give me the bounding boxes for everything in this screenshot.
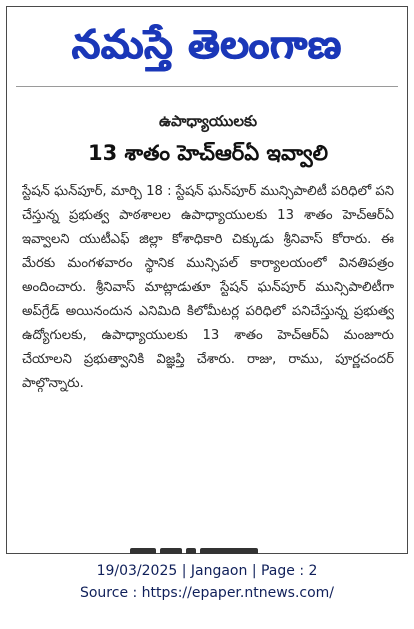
clipping-source: Source : https://epaper.ntnews.com/ xyxy=(79,585,335,601)
newspaper-masthead xyxy=(12,14,402,76)
next-article-fragment xyxy=(130,548,280,554)
clipping-footer xyxy=(0,560,414,604)
news-article xyxy=(22,110,394,550)
masthead-title: నమస్తే తెలంగాణ xyxy=(71,22,343,68)
article-body: స్టేషన్ ఘన్‌పూర్, మార్చి 18 : స్టేషన్ ఘన్‌పూర్ మున్సిపాలిటీ పరిధిలో పని చేస్తున్న ప్రభుత్వ పాఠశాలల ఉపాధ్యాయులకు 13 శాతం హెచ్‌ఆర్‌ఏ ఇవ్వాలని యుటీఎఫ్ జిల్లా కోశాధికారి చిక్కుడు శ్రీనివాస్ కోరారు. ఈ మేరకు మంగళవారం స్థానిక మున్సిపల్ కార్యాలయంలో వినతిపత్రం అందించారు. శ్రీనివాస్ మాట్లాడుతూ స్టేషన్ ఘన్‌పూర్ మున్సిపాలిటీగా అప్‌గ్రేడ్ అయినందున ఎనిమిది కిలోమీటర్ల పరిధిలో పనిచేస్తున్న ప్రభుత్వ ఉద్యోగులకు, ఉపాధ్యాయులకు 13 శాతం హెచ్‌ఆర్‌ఏ మంజూరు చేయాలని ప్రభుత్వానికి విజ్ఞప్తి చేశారు. రాజు, రాము, పూర్ణచందర్ పాల్గొన్నారు. xyxy=(22,184,394,391)
article-headline: 13 శాతం హెచ్‌ఆర్‌ఏ ఇవ్వాలి xyxy=(88,141,328,165)
clipping-meta: 19/03/2025 | Jangaon | Page : 2 xyxy=(96,563,318,579)
masthead-divider xyxy=(16,86,398,87)
article-kicker: ఉపాధ్యాయులకు xyxy=(158,112,258,130)
